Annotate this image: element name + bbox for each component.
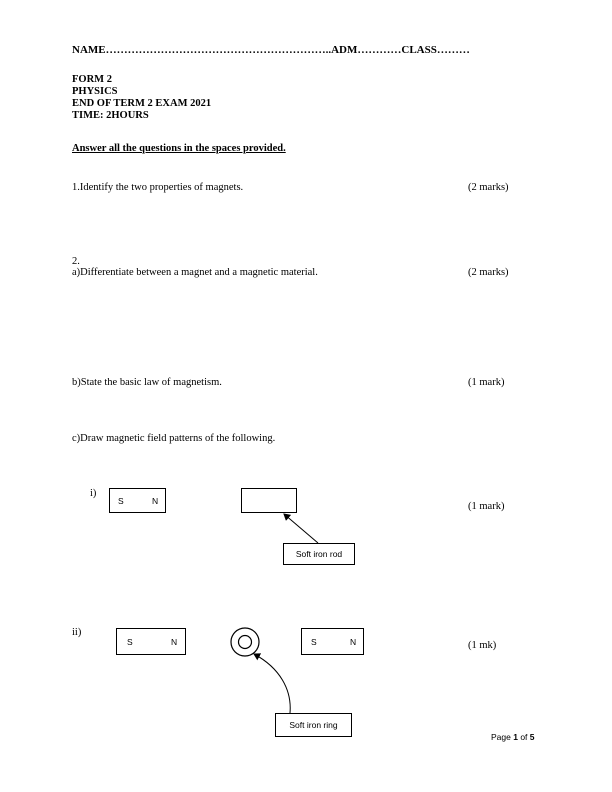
exam-title: END OF TERM 2 EXAM 2021 [72,98,212,109]
form-label: FORM 2 [72,74,112,85]
part-ii-marks: (1 mk) [468,640,497,651]
time-label: TIME: 2HOURS [72,110,149,121]
question-2b-marks: (1 mark) [468,377,505,388]
question-2a-text: a)Differentiate between a magnet and a magnetic material. [72,267,318,278]
soft-iron-ring-callout: Soft iron ring [275,713,352,737]
south-pole-label: S [118,495,124,506]
question-2b-text: b)State the basic law of magnetism. [72,377,222,388]
subject-label: PHYSICS [72,86,118,97]
rod-arrow [284,514,318,543]
question-2a-marks: (2 marks) [468,267,509,278]
soft-iron-rod-callout: Soft iron rod [283,543,355,565]
page-number: Page 1 of 5 [491,732,535,742]
instructions: Answer all the questions in the spaces provided. [72,143,286,154]
question-1-text: 1.Identify the two properties of magnets. [72,182,244,193]
part-i-marks: (1 mark) [468,501,505,512]
south-pole-label: S [127,636,133,647]
south-pole-label: S [311,636,317,647]
question-1-marks: (2 marks) [468,182,509,193]
part-i-label: i) [90,488,97,499]
north-pole-label: N [152,495,159,506]
part-ii-label: ii) [72,627,82,638]
ring-arrow [254,654,290,713]
north-pole-label: N [350,636,357,647]
north-pole-label: N [171,636,178,647]
soft-iron-ring-inner [239,636,252,649]
soft-iron-ring-outer [231,628,259,656]
question-2c-text: c)Draw magnetic field patterns of the following. [72,433,276,444]
name-adm-class-line: NAME……………………………………………………..ADM…………CLASS……… [72,44,470,56]
question-2-number: 2. [72,256,80,267]
